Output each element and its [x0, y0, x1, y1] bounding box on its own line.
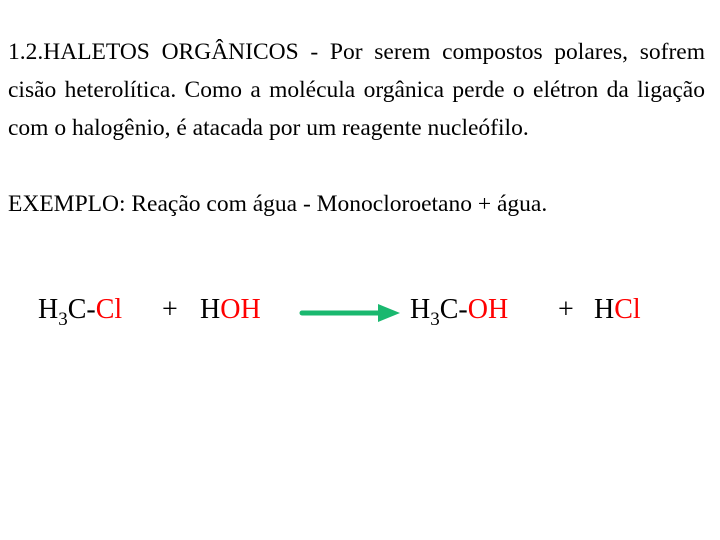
reactant-water	[200, 290, 261, 330]
reactant1-cl: Cl	[95, 294, 123, 325]
reactant1-h: H	[38, 294, 59, 325]
reaction-arrow-icon	[298, 300, 402, 332]
reactant1-c: C-	[67, 294, 96, 325]
plus-sign-1: +	[162, 294, 178, 325]
plus-sign-2: +	[558, 294, 574, 325]
product2-h: H	[594, 294, 615, 325]
product1-h: H	[410, 294, 431, 325]
product-hcl	[594, 290, 641, 330]
product-ethanol	[410, 290, 508, 333]
product1-oh: OH	[467, 294, 509, 325]
reactant-chloroethane	[38, 290, 122, 333]
product1-subscript: 3	[430, 309, 440, 330]
example-heading: EXEMPLO: Reação com água - Monocloroetano + água.	[8, 191, 548, 217]
reaction-equation	[0, 280, 720, 340]
product2-cl: Cl	[614, 294, 641, 325]
reactant2-oh: OH	[220, 294, 261, 325]
product1-c: C-	[439, 294, 468, 325]
reactant2-h: H	[200, 294, 221, 325]
intro-paragraph: 1.2.HALETOS ORGÂNICOS - Por serem compostos polares, sofrem cisão heterolítica. Como a molécula orgânica perde o elétron da ligação com o halogênio, é atacada por um reagente nucleófilo.	[8, 39, 705, 141]
reactant1-subscript: 3	[58, 309, 68, 330]
